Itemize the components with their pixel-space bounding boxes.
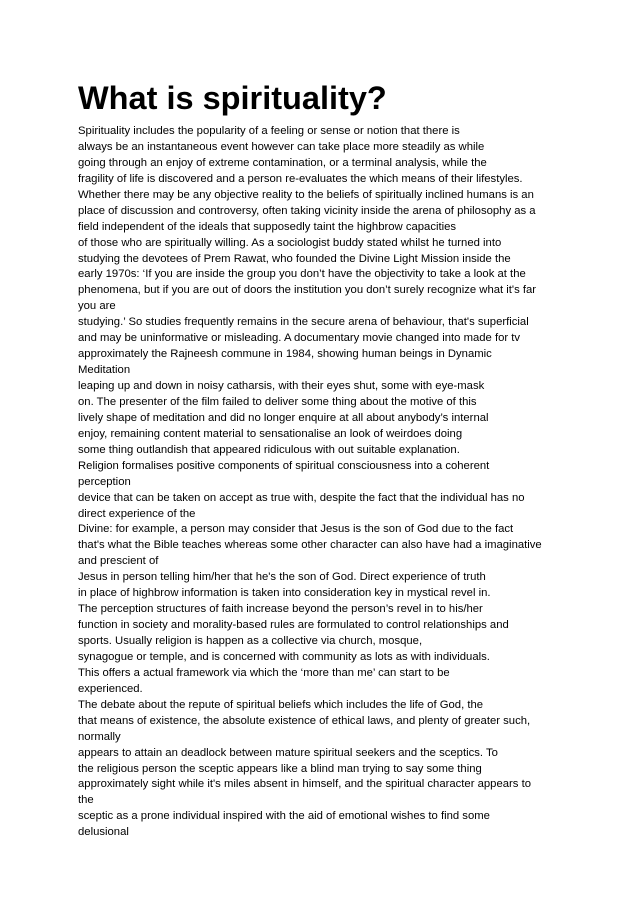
- body-line: that's what the Bible teaches whereas some other character can also have had a imaginative: [78, 539, 542, 552]
- body-line: enjoy, remaining content material to sensationalise an look of weirdoes doing: [78, 427, 463, 440]
- body-line: field independent of the ideals that supposedly taint the highbrow capacities: [78, 220, 457, 233]
- body-line: Religion formalises positive components of spiritual consciousness into a coherent: [78, 459, 490, 472]
- body-line: that means of existence, the absolute existence of ethical laws, and plenty of greater such,: [78, 714, 531, 727]
- body-line: in place of highbrow information is taken into consideration key in mystical revel in.: [78, 587, 491, 600]
- body-line: Jesus in person telling him/her that he's the son of God. Direct experience of truth: [78, 571, 486, 584]
- body-line: function in society and morality-based rules are formulated to control relationships and: [78, 619, 509, 632]
- body-line: always be an instantaneous event however can take place more steadily as while: [78, 140, 485, 153]
- body-line: on. The presenter of the film failed to deliver some thing about the motive of this: [78, 395, 477, 408]
- body-line: place of discussion and controversy, often taking vicinity inside the arena of philosophy as a: [78, 204, 536, 217]
- body-line: sports. Usually religion is happen as a collective via church, mosque,: [78, 635, 423, 647]
- body-line: the religious person the sceptic appears like a blind man trying to say some thing: [78, 762, 482, 775]
- body-line: perception: [78, 475, 131, 488]
- body-line: The debate about the repute of spiritual beliefs which includes the life of God, the: [78, 698, 484, 711]
- page-title: What is spirituality?: [78, 80, 387, 116]
- body-line: lively shape of meditation and did no longer enquire at all about anybody’s internal: [78, 411, 489, 424]
- body-line: leaping up and down in noisy catharsis, with their eyes shut, some with eye-mask: [78, 380, 485, 392]
- body-line: Meditation: [78, 364, 131, 377]
- body-line: early 1970s: ‘If you are inside the group you don’t have the objectivity to take a look at the: [78, 268, 526, 281]
- document-page: [78, 78, 568, 841]
- body-line: Divine: for example, a person may consider that Jesus is the son of God due to the fact: [78, 523, 514, 536]
- body-line: synagogue or temple, and is concerned with community as lots as with individuals.: [78, 650, 490, 663]
- body-line: The perception structures of faith increase beyond the person’s revel in to his/her: [78, 603, 483, 616]
- body-line: This offers a actual framework via which the ‘more than me’ can start to be: [78, 666, 450, 679]
- body-line: some thing outlandish that appeared ridiculous with out suitable explanation.: [78, 443, 460, 456]
- body-line: Spirituality includes the popularity of a feeling or sense or notion that there is: [78, 125, 460, 137]
- body-line: phenomena, but if you are out of doors the institution you don’t surely recognize what it's far: [78, 284, 537, 297]
- body-line: delusional: [78, 826, 129, 839]
- body-line: of those who are spiritually willing. As a sociologist buddy stated whilst he turned into: [78, 236, 502, 249]
- body-line: you are: [78, 300, 116, 313]
- body-line: experienced.: [78, 682, 143, 695]
- body-line: the: [78, 794, 94, 807]
- body-line: and may be uninformative or misleading. A documentary movie changed into made for tv: [78, 332, 521, 345]
- body-line: approximately the Rajneesh commune in 1984, showing human beings in Dynamic: [78, 348, 492, 361]
- body-line: and prescient of: [78, 555, 159, 568]
- body-line: studying the devotees of Prem Rawat, who founded the Divine Light Mission inside the: [78, 252, 511, 265]
- body-line: fragility of life is discovered and a person re-evaluates the which means of their lifestyles.: [78, 172, 523, 185]
- body-line: approximately sight while it's miles absent in himself, and the spiritual character appears to: [78, 778, 531, 791]
- body-line: studying.’ So studies frequently remains in the secure arena of behaviour, that's superficial: [78, 316, 529, 329]
- body-line: Whether there may be any objective reality to the beliefs of spiritually inclined humans is an: [78, 188, 534, 201]
- body-line: going through an enjoy of extreme contamination, or a terminal analysis, while the: [78, 156, 487, 169]
- body-line: appears to attain an deadlock between mature spiritual seekers and the sceptics. To: [78, 746, 498, 759]
- body-line: sceptic as a prone individual inspired with the aid of emotional wishes to find some: [78, 810, 490, 823]
- body-text: [78, 124, 568, 841]
- body-line: device that can be taken on accept as true with, despite the fact that the individual has no: [78, 491, 525, 504]
- body-line: normally: [78, 730, 121, 743]
- body-line: direct experience of the: [78, 507, 196, 520]
